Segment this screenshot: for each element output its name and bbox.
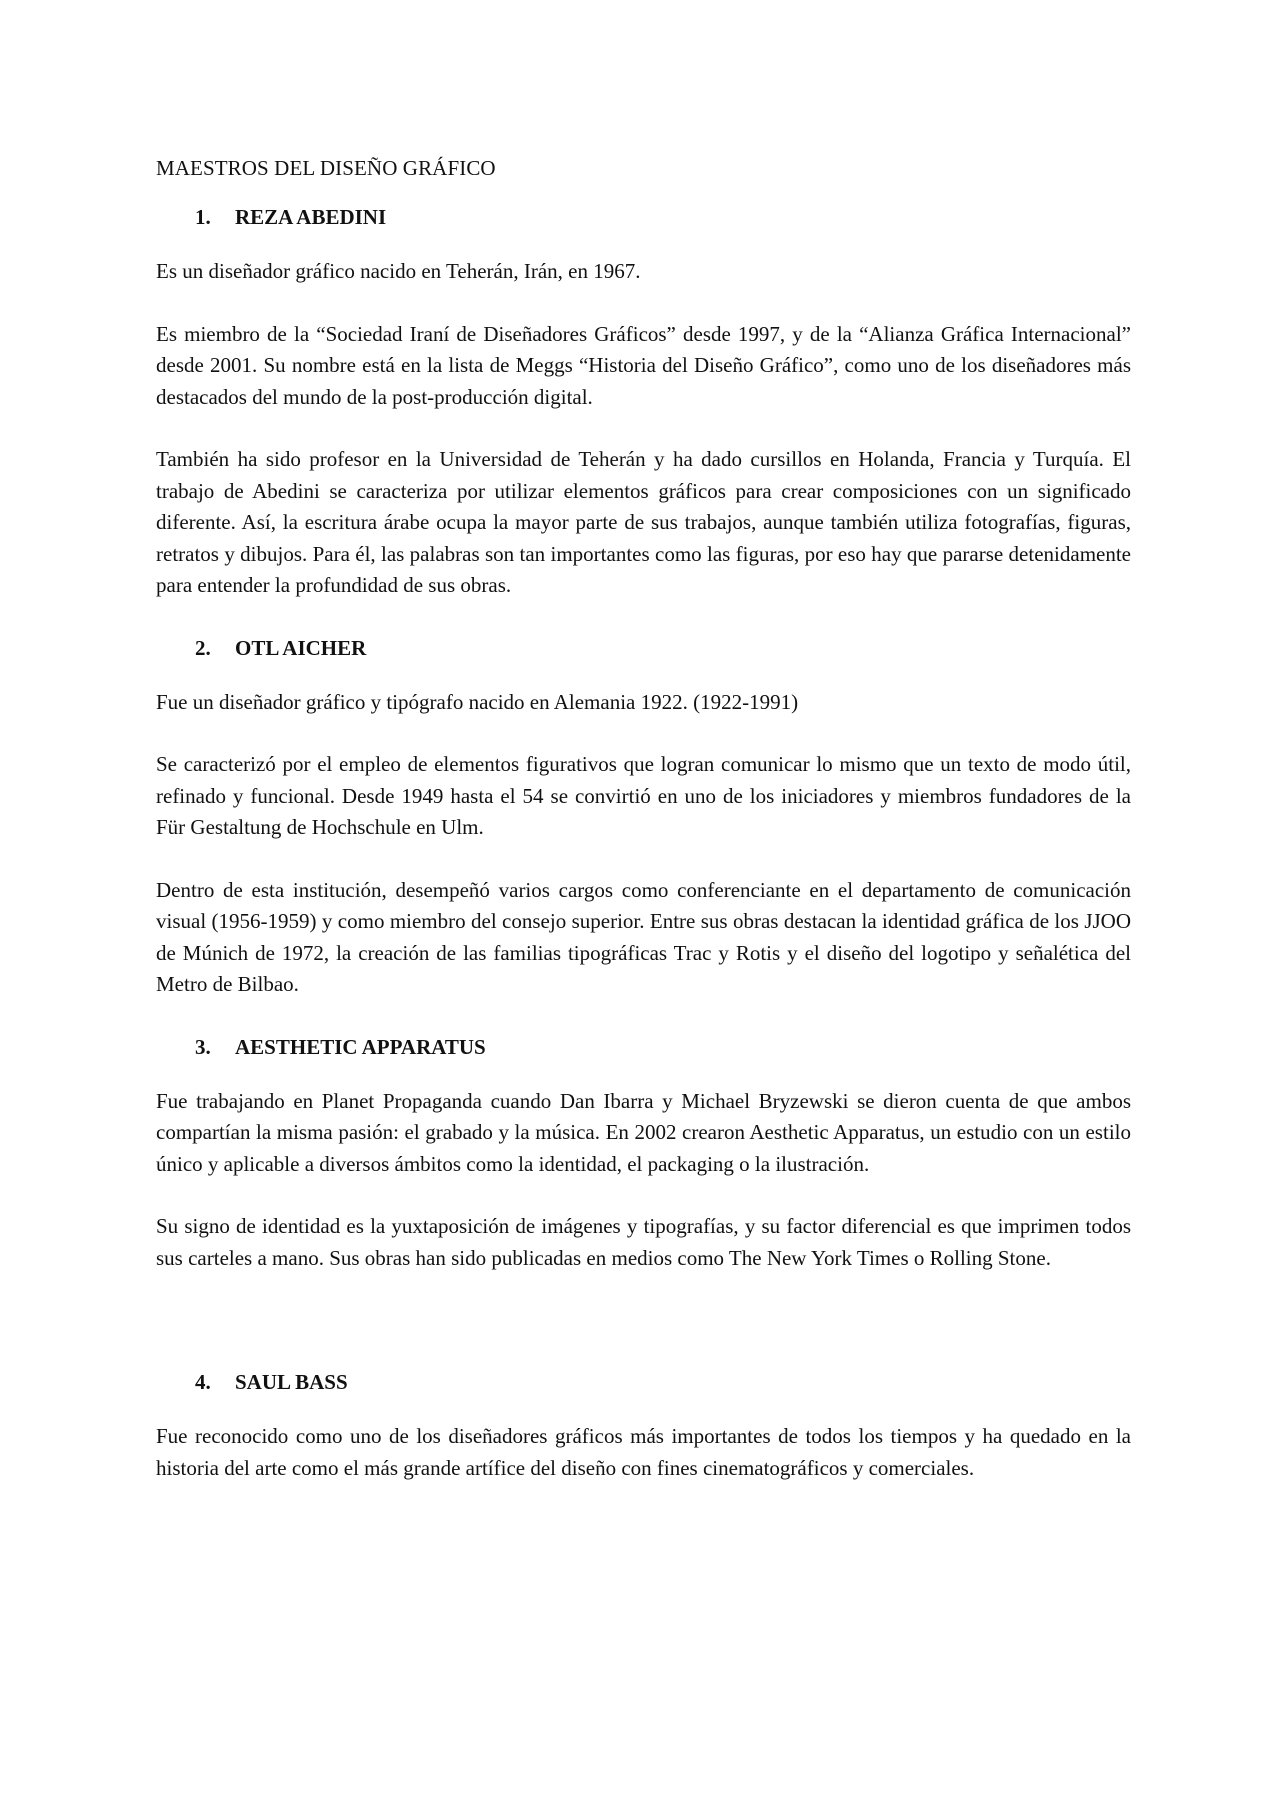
document-body <box>156 153 1131 1515</box>
section-number: 4. <box>195 1370 211 1394</box>
paragraph: Su signo de identidad es la yuxtaposición de imágenes y tipografías, y su factor diferencial es que imprimen todos sus carteles a mano. Sus obras han sido publicadas en medios como The New York Times o Rolling Stone. <box>156 1214 1131 1270</box>
paragraph: Fue un diseñador gráfico y tipógrafo nacido en Alemania 1922. (1922-1991) <box>156 689 799 714</box>
section-heading-reza-abedini <box>156 202 1131 232</box>
section-number: 1. <box>195 205 211 229</box>
section-heading-saul-bass <box>156 1367 1131 1397</box>
section-heading-otl-aicher <box>156 633 1131 663</box>
section-number: 2. <box>195 635 211 660</box>
section-number: 3. <box>195 1034 211 1059</box>
paragraph: Dentro de esta institución, desempeñó varios cargos como conferenciante en el departamento de comunicación visual (1956-1959) y como miembro del consejo superior. Entre sus obras destacan la identidad gráfica de los JJOO de Múnich de 1972, la creación de las familias tipográficas Trac y Rotis y el diseño del logotipo y señalética del Metro de Bilbao. <box>156 877 1131 996</box>
section-heading-aesthetic-apparatus <box>156 1032 1131 1062</box>
paragraph: También ha sido profesor en la Universidad de Teherán y ha dado cursillos en Holanda, Francia y Turquía. El trabajo de Abedini se caracteriza por utilizar elementos gráficos para crear composiciones con un significado diferente. Así, la escritura árabe ocupa la mayor parte de sus trabajos, aunque también utiliza fotografías, figuras, retratos y dibujos. Para él, las palabras son tan importantes como las figuras, por eso hay que pararse detenidamente para entender la profundidad de sus obras. <box>156 447 1131 597</box>
paragraph: Es un diseñador gráfico nacido en Teherán, Irán, en 1967. <box>156 259 641 283</box>
paragraph: Fue reconocido como uno de los diseñadores gráficos más importantes de todos los tiempos y ha quedado en la historia del arte como el más grande artífice del diseño con fines cinematográficos y comerciales. <box>156 1424 1131 1480</box>
document-title: MAESTROS DEL DISEÑO GRÁFICO <box>156 156 496 180</box>
paragraph: Es miembro de la “Sociedad Iraní de Diseñadores Gráficos” desde 1997, y de la “Alianza Gráfica Internacional” desde 2001. Su nombre está en la lista de Meggs “Historia del Diseño Gráfico”, como uno de los diseñadores más destacados del mundo de la post-producción digital. <box>156 321 1131 409</box>
section-title: OTL AICHER <box>235 635 367 660</box>
section-title: SAUL BASS <box>235 1370 348 1394</box>
section-title: REZA ABEDINI <box>235 205 387 229</box>
section-title: AESTHETIC APPARATUS <box>235 1034 486 1059</box>
paragraph: Fue trabajando en Planet Propaganda cuando Dan Ibarra y Michael Bryzewski se dieron cuenta de que ambos compartían la misma pasión: el grabado y la música. En 2002 crearon Aesthetic Apparatus, un estudio con un estilo único y aplicable a diversos ámbitos como la identidad, el packaging o la ilustración. <box>156 1088 1131 1176</box>
paragraph: Se caracterizó por el empleo de elementos figurativos que logran comunicar lo mismo que un texto de modo útil, refinado y funcional. Desde 1949 hasta el 54 se convirtió en uno de los iniciadores y miembros fundadores de la Für Gestaltung de Hochschule en Ulm. <box>156 752 1131 839</box>
